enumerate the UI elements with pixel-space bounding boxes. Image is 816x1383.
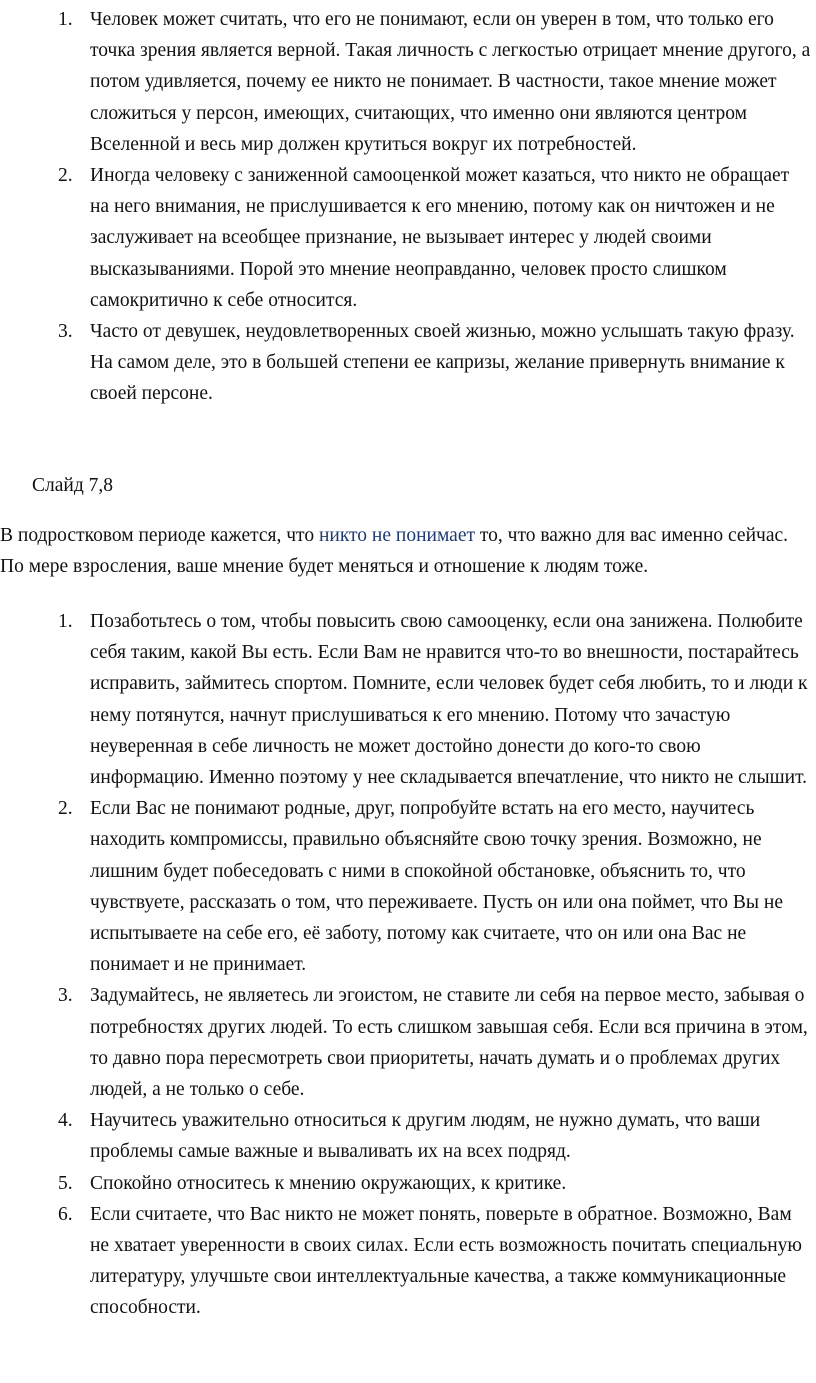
slide-label: Слайд 7,8 bbox=[32, 475, 113, 496]
list-item-text: Если считаете, что Вас никто не может понять, поверьте в обратное. Возможно, Вам не хватает уверенности в своих силах. Если есть возможность почитать специальную литературу, улучшьте свои интеллектуальные качества, а также коммуникационные способности. bbox=[90, 1203, 802, 1319]
list-item bbox=[0, 160, 816, 316]
list-item-text: Человек может считать, что его не понимают, если он уверен в том, что только его точка зрения является верной. Такая личность с легкостью отрицает мнение другого, а потом удивляется, почему ее никто не понимает. В частности, такое мнение может сложиться у персон, имеющих, считающих, что именно они являются центром Вселенной и весь мир должен крутиться вокруг их потребностей. bbox=[90, 9, 811, 155]
list-item-text: Задумайтесь, не являетесь ли эгоистом, не ставите ли себя на первое место, забывая о потребностях других людей. То есть слишком завышая себя. Если вся причина в этом, то давно пора пересмотреть свои приоритеты, начать думать и о проблемах других людей, а не только о себе. bbox=[90, 985, 808, 1101]
list-item-number: 3. bbox=[58, 321, 73, 343]
intro-text-after: то, что важно для вас именно сейчас. По мере взросления, ваше мнение будет меняться и отношение к людям тоже. bbox=[0, 525, 789, 578]
list-item-number: 3. bbox=[58, 985, 73, 1007]
list-item bbox=[0, 606, 816, 793]
list-item-number: 1. bbox=[58, 611, 73, 632]
list-item-number: 2. bbox=[58, 798, 73, 820]
list-item-text: Позаботьтесь о том, чтобы повысить свою самооценку, если она занижена. Полюбите себя таким, какой Вы есть. Если Вам не нравится что-то во внешности, постарайтесь исправить, займитесь спортом. Помните, если человек будет себя любить, то и люди к нему потянутся, начнут прислушиваться к его мнению. Потому что зачастую неуверенная в себе личность не может достойно донести до кого-то свою информацию. Именно поэтому у нее складывается впечатление, что никто не слышит. bbox=[90, 611, 808, 789]
intro-paragraph bbox=[0, 520, 812, 582]
list-item bbox=[0, 1199, 816, 1324]
list-item-number: 1. bbox=[58, 9, 73, 30]
numbered-list-reasons bbox=[0, 4, 816, 410]
list-item bbox=[0, 316, 816, 410]
intro-text-before: В подростковом периоде кажется, что bbox=[0, 525, 319, 546]
list-item bbox=[0, 4, 816, 160]
list-item-number: 4. bbox=[58, 1110, 73, 1132]
intro-link[interactable]: никто не понимает bbox=[318, 525, 475, 546]
list-item bbox=[0, 980, 816, 1105]
list-item-text: Если Вас не понимают родные, друг, попробуйте встать на его место, научитесь находить компромиссы, правильно объясняйте свою точку зрения. Возможно, не лишним будет побеседовать с ними в спокойной обстановке, объяснить то, что чувствуете, рассказать о том, что переживаете. Пусть он или она поймет, что Вы не испытываете на себе его, её заботу, потому как считаете, что он или она Вас не понимает и не принимает. bbox=[90, 798, 784, 976]
list-item-number: 5. bbox=[58, 1172, 73, 1194]
list-item bbox=[0, 793, 816, 980]
numbered-list-advice bbox=[0, 606, 816, 1324]
list-item-text: Часто от девушек, неудовлетворенных своей жизнью, можно услышать такую фразу. На самом деле, это в большей степени ее капризы, желание привернуть внимание к своей персоне. bbox=[90, 321, 795, 405]
list-item-text: Научитесь уважительно относиться к другим людям, не нужно думать, что ваши проблемы самые важные и вываливать их на всех подряд. bbox=[90, 1110, 761, 1163]
list-item-text: Спокойно относитесь к мнению окружающих, к критике. bbox=[90, 1172, 567, 1194]
list-item bbox=[0, 1105, 816, 1167]
list-item-number: 6. bbox=[58, 1203, 73, 1225]
list-item-number: 2. bbox=[58, 165, 73, 187]
list-item bbox=[0, 1168, 816, 1199]
list-item-text: Иногда человеку с заниженной самооценкой может казаться, что никто не обращает на него внимания, не прислушивается к его мнению, потому как он ничтожен и не заслуживает на всеобщее признание, не вызывает интерес у людей своими высказываниями. Порой это мнение неоправданно, человек просто слишком самокритично к себе относится. bbox=[90, 165, 790, 311]
